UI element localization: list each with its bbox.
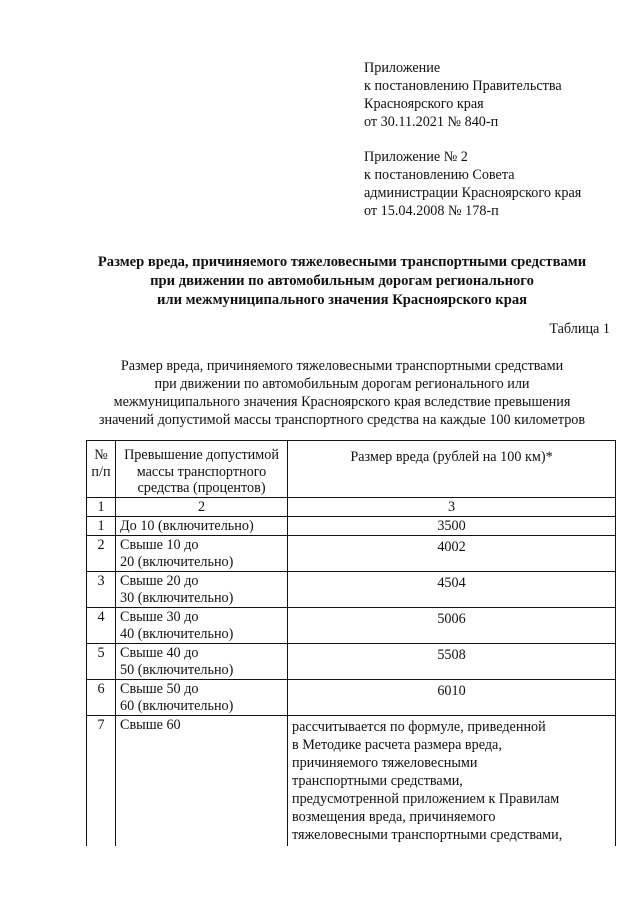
header-damage-cell (288, 441, 615, 497)
formula-line: транспортными средствами, (292, 773, 463, 789)
appendix-header-current (364, 59, 562, 131)
header-excess-line: Превышение допустимой (124, 447, 279, 463)
header-excess-cell (116, 441, 288, 497)
appendix-line: к постановлению Правительства (364, 78, 562, 94)
column-number: 1 (87, 498, 116, 516)
formula-line: тяжеловесными транспортными средствами, (292, 827, 563, 843)
damage-table (86, 440, 616, 846)
formula-line: причиняемого тяжеловесными (292, 755, 478, 771)
table-row (87, 517, 615, 536)
row-excess-line: Свыше 60 (120, 717, 181, 733)
table-header-row (87, 441, 615, 498)
formula-line: возмещения вреда, причиняемого (292, 809, 496, 825)
table-caption (70, 357, 614, 429)
row-excess-line: Свыше 10 до (120, 537, 199, 553)
header-num-line: п/п (91, 463, 111, 480)
row-excess (116, 517, 288, 535)
header-damage-text: Размер вреда (рублей на 100 км)* (350, 449, 553, 465)
header-num-line: № (94, 447, 108, 463)
table-row (87, 572, 615, 608)
appendix-line: Приложение № 2 (364, 149, 468, 165)
row-number: 6 (87, 680, 116, 715)
row-value: 5006 (437, 611, 466, 627)
row-value: 4504 (437, 575, 466, 591)
header-excess-line: массы транспортного (136, 463, 267, 480)
row-excess-line: 20 (включительно) (120, 553, 234, 570)
title-line: или межмуниципального значения Красноярского края (156, 292, 528, 308)
row-value: 4002 (437, 539, 466, 555)
formula-line: рассчитывается по формуле, приведенной (292, 719, 546, 735)
caption-line: межмуниципального значения Красноярского края вследствие превышения (113, 394, 571, 410)
formula-line: предусмотренной приложением к Правилам (292, 791, 560, 807)
row-value: 5508 (437, 647, 466, 663)
table-row (87, 680, 615, 716)
row-excess-line: Свыше 40 до (120, 645, 199, 661)
formula-line: в Методике расчета размера вреда, (292, 737, 502, 753)
row-number: 1 (87, 517, 116, 535)
appendix-header-original (364, 148, 581, 220)
caption-line: Размер вреда, причиняемого тяжеловесными транспортными средствами (120, 358, 564, 374)
row-value-formula (288, 716, 615, 846)
appendix-line: от 15.04.2008 № 178-п (364, 203, 499, 219)
row-number: 7 (87, 716, 116, 846)
row-number: 4 (87, 608, 116, 643)
table-row (87, 608, 615, 644)
title-line: при движении по автомобильным дорогам регионального (150, 273, 534, 289)
appendix-line: Приложение (364, 60, 441, 76)
row-excess (116, 716, 288, 846)
row-number: 5 (87, 644, 116, 679)
table-row (87, 644, 615, 680)
table-row (87, 716, 615, 846)
header-num-cell (87, 441, 116, 497)
row-number: 2 (87, 536, 116, 571)
row-excess (116, 572, 288, 607)
title-line: Размер вреда, причиняемого тяжеловесными транспортными средствами (97, 254, 587, 270)
row-excess (116, 680, 288, 715)
caption-line: при движении по автомобильным дорогам регионального или (154, 376, 530, 392)
row-excess-line: Свыше 20 до (120, 573, 199, 589)
table-label: Таблица 1 (549, 321, 610, 337)
row-excess (116, 608, 288, 643)
row-excess-line: До 10 (включительно) (120, 518, 254, 534)
appendix-line: администрации Красноярского края (364, 185, 582, 201)
row-excess-line: Свыше 30 до (120, 609, 199, 625)
column-number: 2 (116, 498, 288, 516)
row-excess-line: Свыше 50 до (120, 681, 199, 697)
row-value: 6010 (437, 683, 466, 699)
table-row (87, 536, 615, 572)
caption-line: значений допустимой массы транспортного средства на каждые 100 километров (98, 412, 586, 428)
document-title (70, 253, 614, 310)
appendix-line: Красноярского края (364, 96, 484, 112)
header-excess-line: средства (процентов) (137, 480, 266, 496)
row-excess-line: 40 (включительно) (120, 625, 234, 642)
row-value: 3500 (437, 518, 466, 534)
appendix-line: от 30.11.2021 № 840-п (364, 114, 499, 130)
column-number: 3 (447, 499, 456, 515)
row-excess (116, 644, 288, 679)
row-excess-line: 50 (включительно) (120, 661, 234, 678)
row-excess-line: 60 (включительно) (120, 697, 234, 714)
row-number: 3 (87, 572, 116, 607)
appendix-line: к постановлению Совета (364, 167, 515, 183)
row-excess (116, 536, 288, 571)
column-number-row (87, 498, 615, 517)
row-excess-line: 30 (включительно) (120, 589, 234, 606)
